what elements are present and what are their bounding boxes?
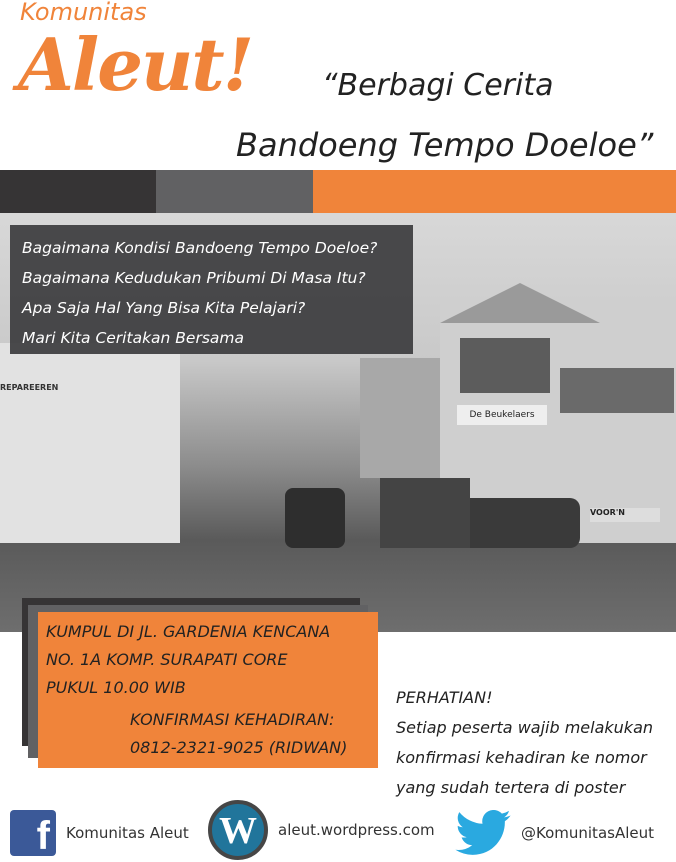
twitter-icon	[455, 810, 511, 856]
facebook-link[interactable]	[10, 810, 189, 856]
confirm-label: KONFIRMASI KEHADIRAN:	[130, 710, 335, 729]
event-time: PUKUL 10.00 WIB	[46, 678, 186, 697]
facebook-icon: f	[10, 810, 56, 856]
tagline-line2: Bandoeng Tempo Doeloe”	[236, 126, 654, 164]
question-2: Bagaimana Kedudukan Pribumi Di Masa Itu?	[22, 269, 366, 287]
twitter-label: @KomunitasAleut	[521, 824, 654, 842]
question-1: Bagaimana Kondisi Bandoeng Tempo Doeloe?	[22, 239, 378, 257]
wordpress-link[interactable]	[208, 800, 435, 860]
confirm-phone: 0812-2321-9025 (RIDWAN)	[130, 738, 348, 757]
notice-line: Setiap peserta wajib melakukan	[396, 718, 654, 737]
photo-sign: REPAREEREN	[0, 383, 59, 392]
question-4: Mari Kita Ceritakan Bersama	[22, 329, 245, 347]
stripe-orange	[313, 170, 676, 213]
notice-line: yang sudah tertera di poster	[396, 778, 626, 797]
twitter-link[interactable]	[455, 810, 654, 856]
event-location-1: KUMPUL DI JL. GARDENIA KENCANA	[46, 622, 331, 641]
notice-line: konfirmasi kehadiran ke nomor	[396, 748, 647, 767]
wordpress-label: aleut.wordpress.com	[278, 821, 435, 839]
wordpress-icon: W	[208, 800, 268, 860]
facebook-label: Komunitas Aleut	[66, 824, 189, 842]
questions-panel	[10, 225, 413, 354]
question-3: Apa Saja Hal Yang Bisa Kita Pelajari?	[22, 299, 306, 317]
notice-title: PERHATIAN!	[396, 688, 493, 707]
photo-sign: De Beukelaers	[457, 405, 547, 425]
brand-small: Komunitas	[20, 0, 147, 26]
photo-sign: VOOR'N	[590, 508, 660, 522]
stripe-grey	[156, 170, 313, 213]
notice	[396, 683, 653, 803]
tagline-line1: “Berbagi Cerita	[322, 68, 554, 103]
brand-logo: Aleut!	[18, 22, 253, 107]
event-location-2: NO. 1A KOMP. SURAPATI CORE	[46, 650, 288, 669]
event-info-box	[38, 612, 378, 768]
stripe-dark	[0, 170, 156, 213]
